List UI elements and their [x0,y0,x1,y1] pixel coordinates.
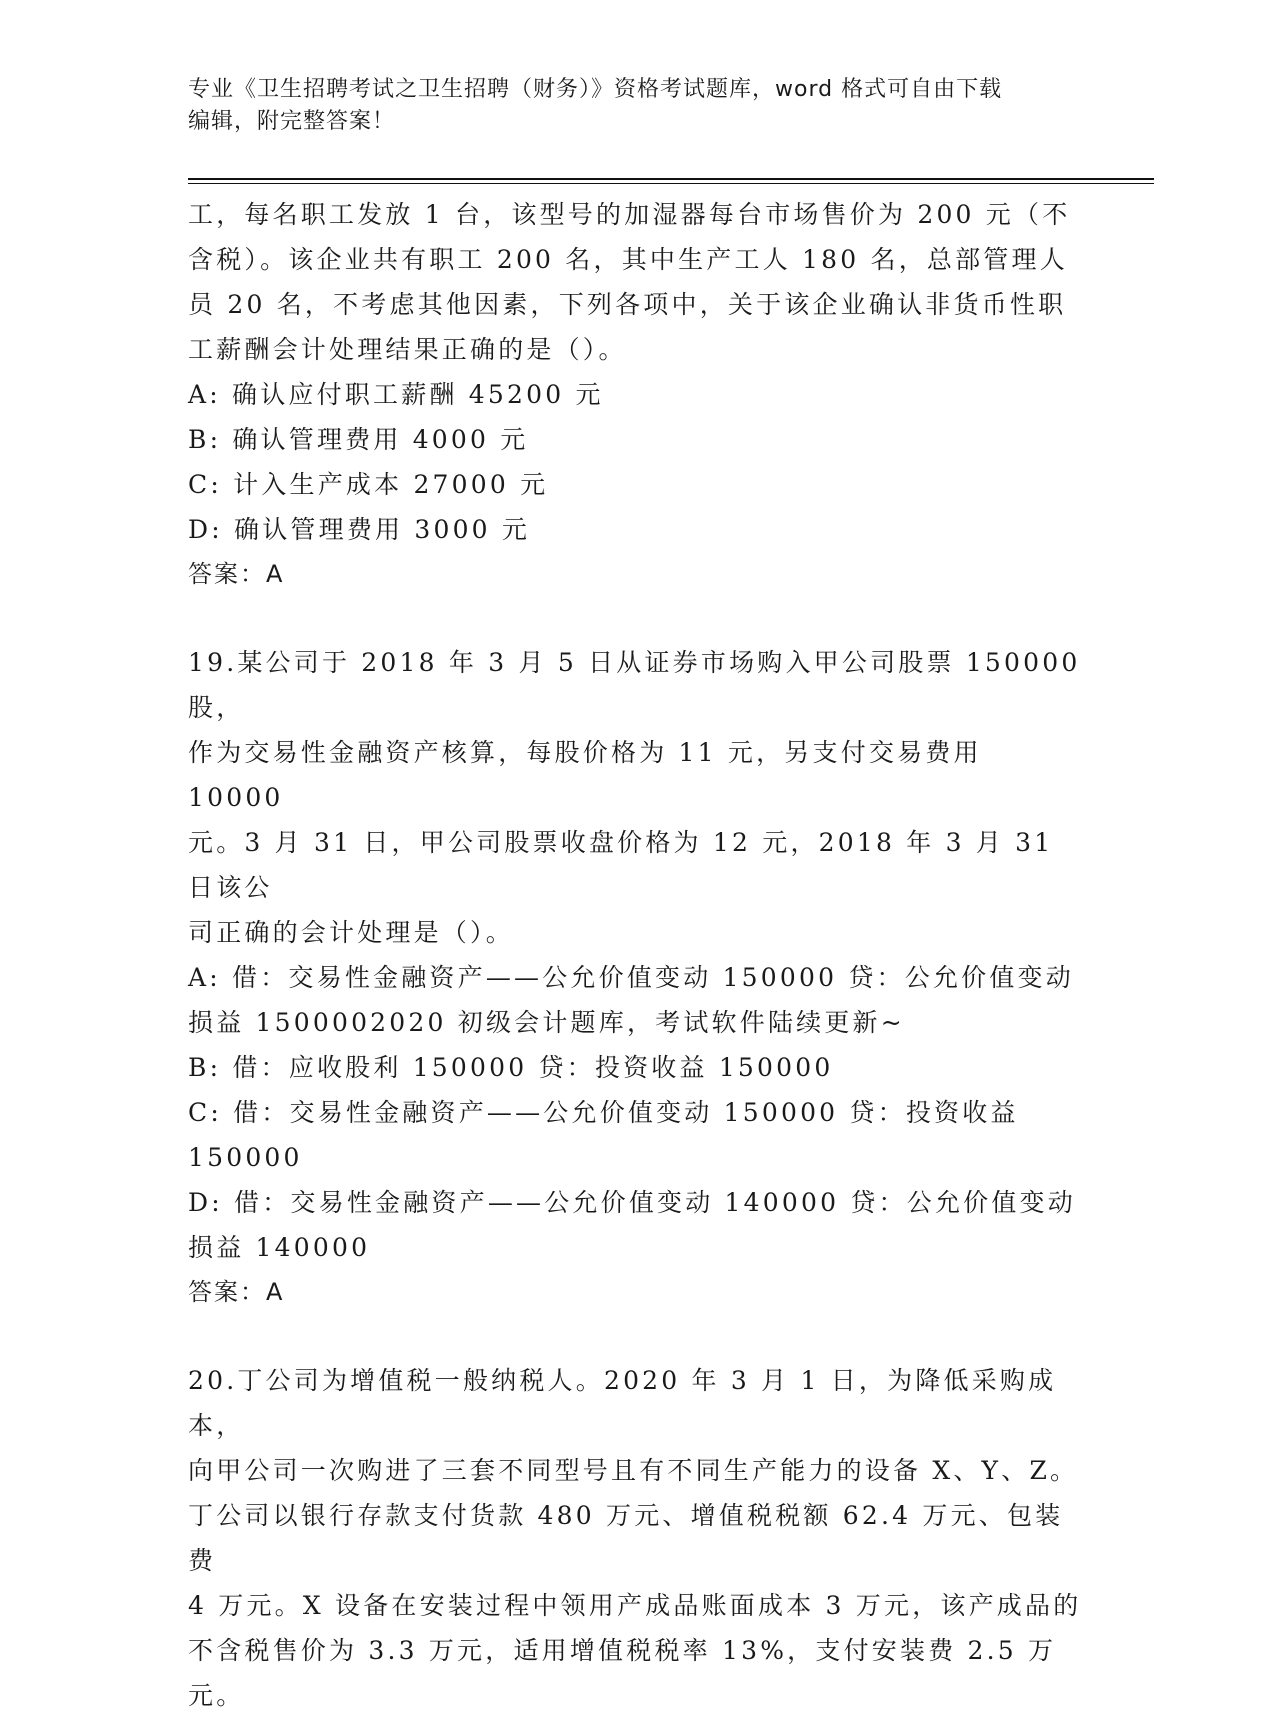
question-gap [188,597,1088,640]
q19-option-c: C: 借：交易性金融资产——公允价值变动 150000 贷：投资收益 [188,1098,1019,1127]
header-rule-thin [188,183,1154,184]
q18-stem-line: 工，每名职工发放 1 台，该型号的加湿器每台市场售价为 200 元（不 [188,200,1071,229]
question-20 [188,1358,1088,1718]
q20-stem-line: 向甲公司一次购进了三套不同型号且有不同生产能力的设备 X、Y、Z。 [188,1456,1079,1485]
q19-option-d-cont: 损益 140000 [188,1233,371,1262]
q19-stem-line: 元。3 月 31 日，甲公司股票收盘价格为 12 元，2018 年 3 月 31 日该公 [188,828,1054,902]
header-line-2: 编辑，附完整答案！ [188,109,396,134]
q18-stem-line: 员 20 名，不考虑其他因素，下列各项中，关于该企业确认非货币性职 [188,290,1067,319]
header-line-1: 专业《卫生招聘考试之卫生招聘（财务）》资格考试题库，word 格式可自由下载 [188,77,1003,102]
q20-stem-line: 20.丁公司为增值税一般纳税人。2020 年 3 月 1 日，为降低采购成本， [188,1366,1057,1440]
q19-stem-line: 司正确的会计处理是（）。 [188,918,514,947]
q18-option-d: D: 确认管理费用 3000 元 [188,515,531,544]
q19-option-b: B: 借：应收股利 150000 贷：投资收益 150000 [188,1053,834,1082]
q19-option-a: A: 借：交易性金融资产——公允价值变动 150000 贷：公允价值变动 [188,963,1074,992]
q20-stem-line: 不含税售价为 3.3 万元，适用增值税税率 13%，支付安装费 2.5 万元。 [188,1636,1057,1710]
question-gap [188,1315,1088,1358]
q18-answer: 答案：A [188,560,285,588]
q20-stem-line: 4 万元。X 设备在安装过程中领用产成品账面成本 3 万元，该产成品的 [188,1591,1082,1620]
q19-stem-line: 19.某公司于 2018 年 3 月 5 日从证券市场购入甲公司股票 150000 股， [188,648,1081,722]
q18-stem-line: 工薪酬会计处理结果正确的是（）。 [188,335,627,364]
q19-option-a-cont: 损益 1500002020 初级会计题库，考试软件陆续更新~ [188,1008,905,1037]
question-19 [188,640,1088,1315]
q20-stem-line: 丁公司以银行存款支付货款 480 万元、增值税税额 62.4 万元、包装费 [188,1501,1064,1575]
q18-option-c: C: 计入生产成本 27000 元 [188,470,549,499]
header-rule-thick [188,178,1154,180]
q19-answer: 答案：A [188,1278,285,1306]
question-content [188,192,1088,1718]
q18-option-b: B: 确认管理费用 4000 元 [188,425,529,454]
q19-option-c-cont: 150000 [188,1143,303,1172]
q19-stem-line: 作为交易性金融资产核算，每股价格为 11 元，另支付交易费用 10000 [188,738,982,812]
page-header [188,74,1088,138]
q18-stem-line: 含税）。该企业共有职工 200 名，其中生产工人 180 名，总部管理人 [188,245,1068,274]
q19-option-d: D: 借：交易性金融资产——公允价值变动 140000 贷：公允价值变动 [188,1188,1076,1217]
q18-option-a: A: 确认应付职工薪酬 45200 元 [188,380,604,409]
question-18 [188,192,1088,597]
